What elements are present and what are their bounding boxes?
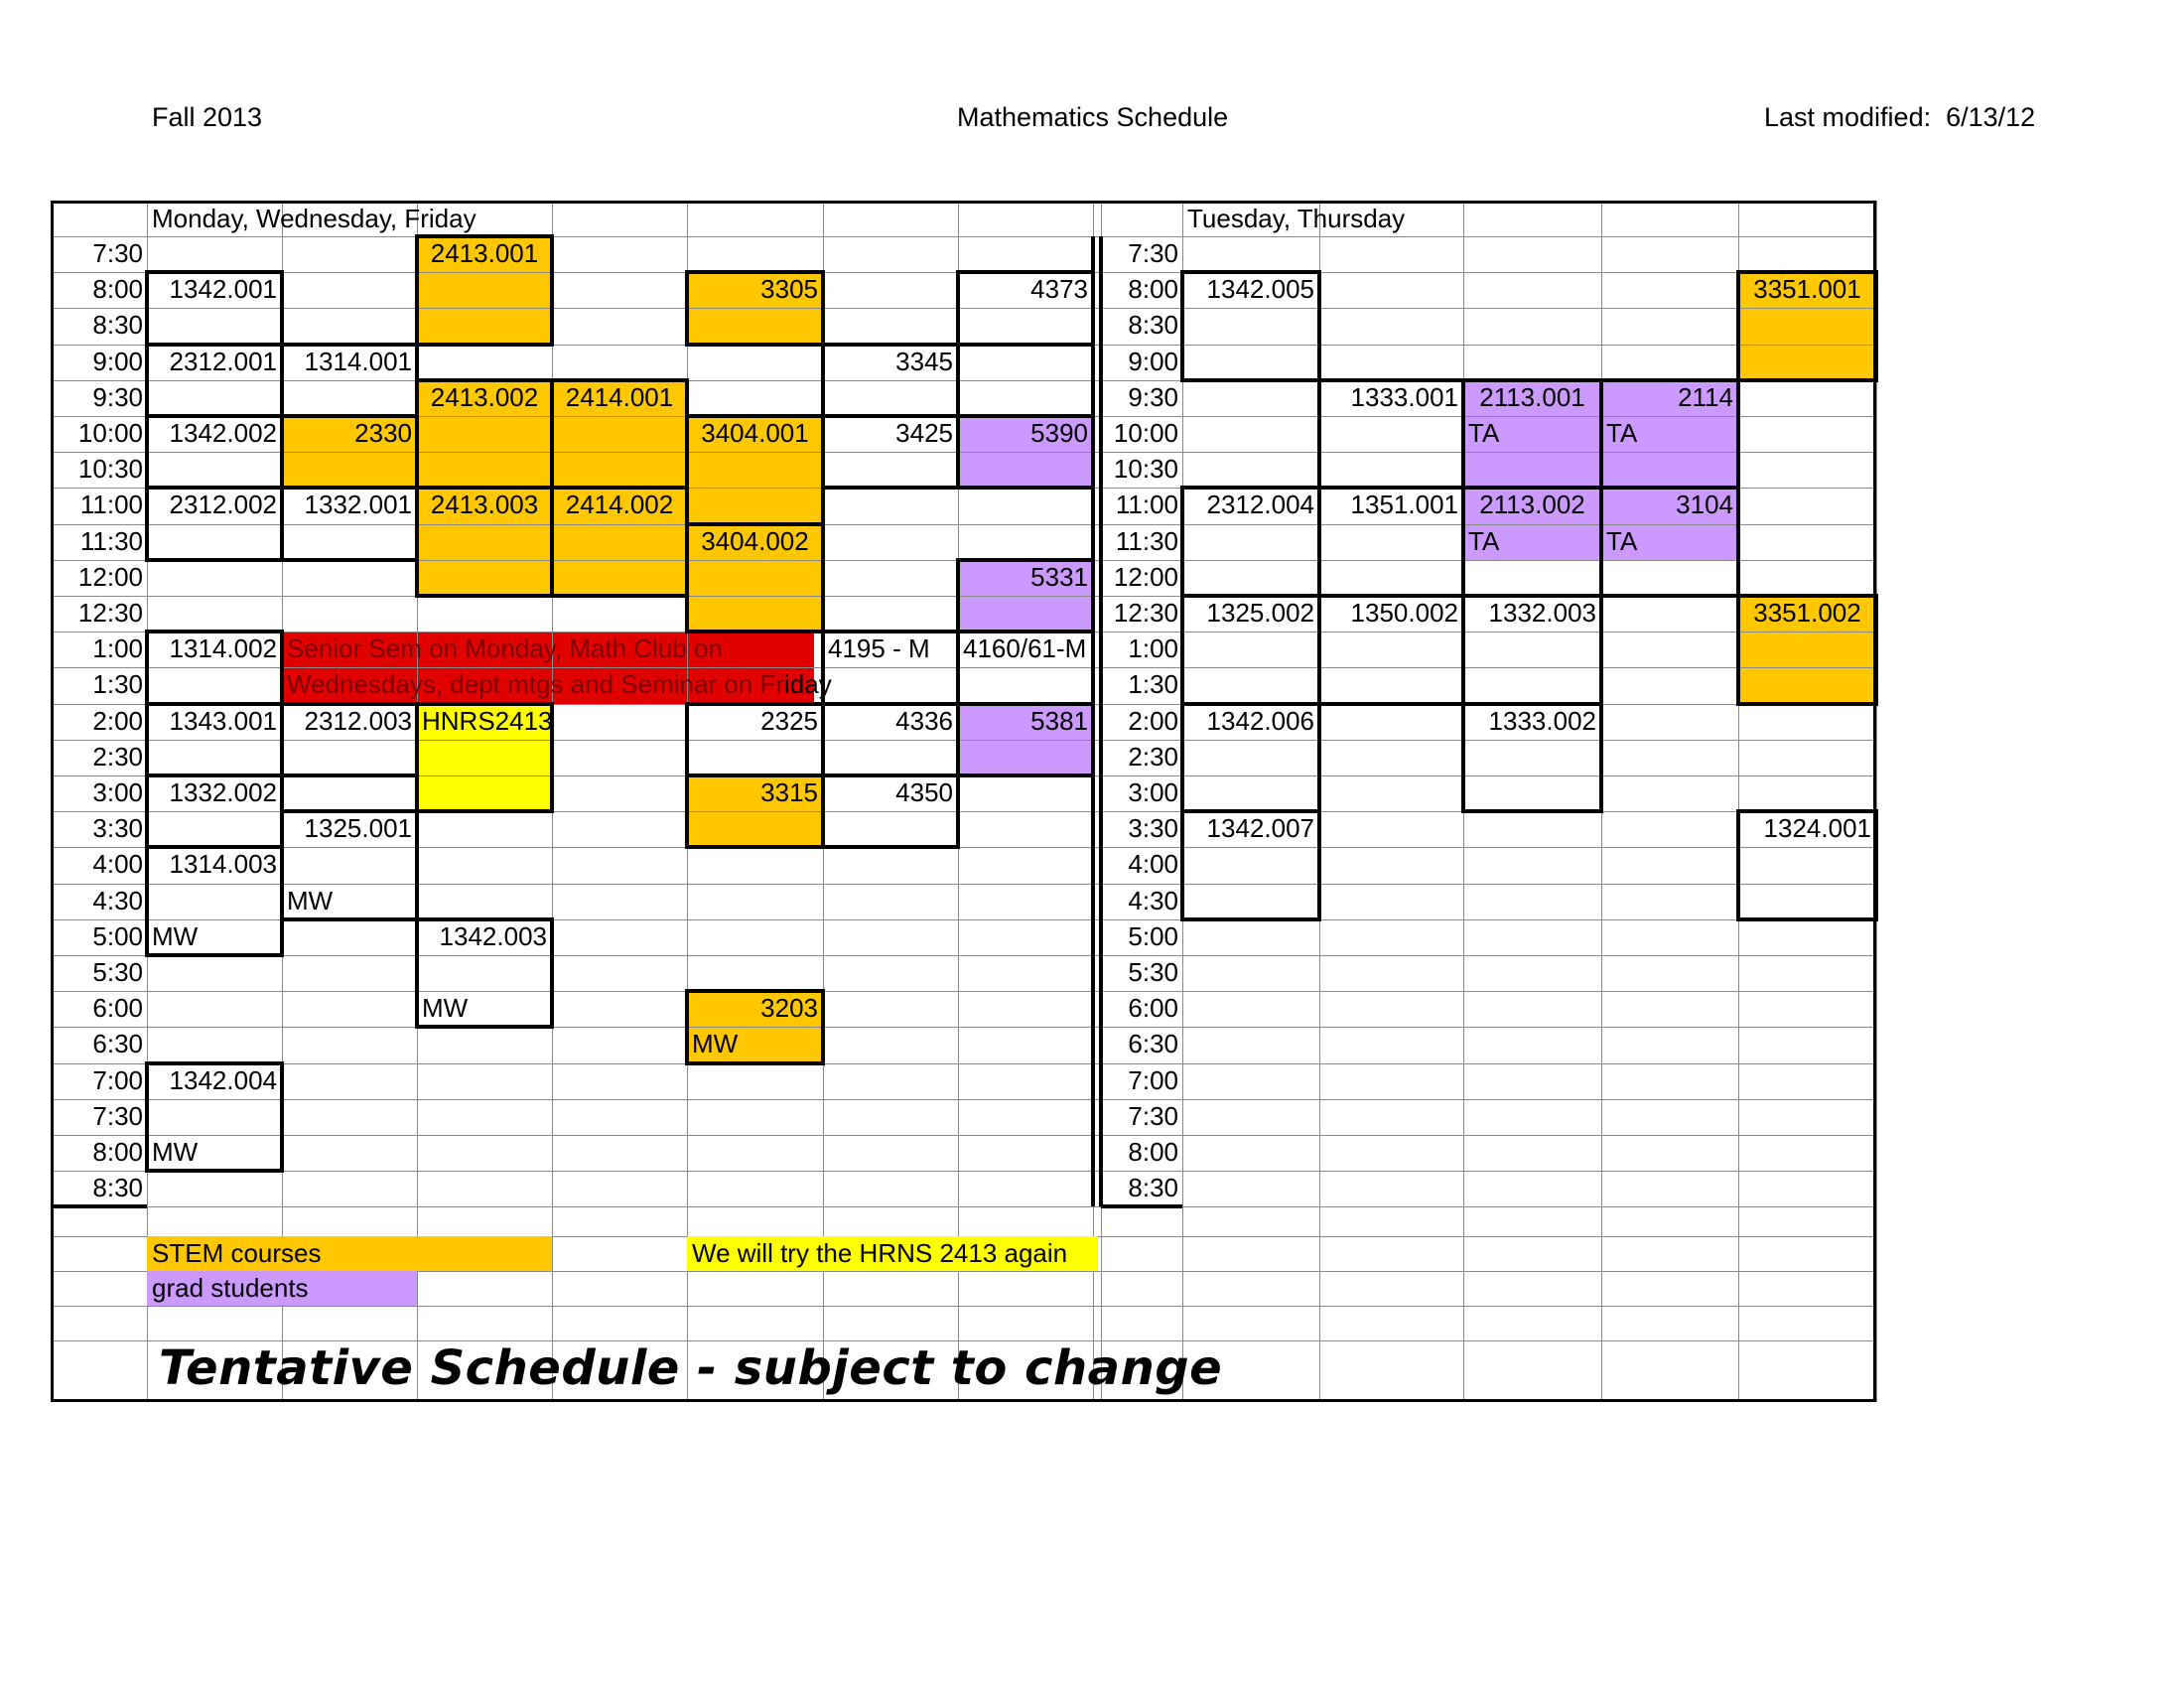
course-cell: 2413.002 — [430, 381, 539, 412]
course-cell: MW — [692, 1029, 739, 1059]
course-cell: MW — [422, 993, 469, 1024]
course-cell: 2325 — [760, 705, 818, 736]
course-cell: 1343.001 — [169, 705, 277, 736]
red-note-line1: Senior Sem on Monday, Math Club on — [287, 633, 723, 664]
time-label: 5:00 — [92, 920, 143, 951]
time-label: 3:30 — [92, 813, 143, 844]
course-cell: 2312.003 — [304, 705, 412, 736]
time-label: 11:00 — [79, 490, 143, 520]
section-header-tt: Tuesday, Thursday — [1187, 204, 1406, 233]
time-label: 9:30 — [1128, 381, 1178, 412]
time-label: 8:00 — [92, 1137, 143, 1167]
time-label: 9:30 — [92, 381, 143, 412]
section-header-mwf: Monday, Wednesday, Friday — [152, 204, 477, 233]
time-label: 2:00 — [1128, 705, 1178, 736]
time-label: 1:30 — [1128, 669, 1178, 700]
course-cell: 2330 — [354, 418, 412, 448]
last-modified-date: 6/13/12 — [1946, 102, 2036, 132]
course-cell: 1333.002 — [1488, 705, 1596, 736]
course-cell: 2114 — [1678, 381, 1733, 412]
course-cell: 2414.001 — [565, 381, 674, 412]
course-cell: 1325.001 — [304, 813, 412, 844]
course-cell: 1342.002 — [169, 418, 277, 448]
course-cell: 3425 — [895, 418, 953, 448]
course-cell: 1325.002 — [1206, 598, 1314, 628]
course-cell: 1342.001 — [169, 274, 277, 305]
time-label: 3:00 — [92, 777, 143, 807]
course-cell: 4160/61-M — [963, 633, 1087, 664]
time-label: 9:00 — [1128, 346, 1178, 376]
course-cell: MW — [287, 885, 334, 915]
course-cell: 4350 — [895, 777, 953, 807]
tentative-note: Tentative Schedule - subject to change — [159, 1340, 1223, 1396]
time-label: 10:30 — [1113, 454, 1178, 485]
time-label: 4:30 — [92, 885, 143, 915]
time-label: 3:00 — [1128, 777, 1178, 807]
course-cell: TA — [1606, 525, 1638, 556]
course-cell: 4336 — [895, 705, 953, 736]
course-cell: 3351.002 — [1753, 598, 1861, 628]
time-label: 8:30 — [1128, 1173, 1178, 1203]
time-label: 3:30 — [1128, 813, 1178, 844]
red-note-line2-main: Wednesdays, dept mtgs and Seminar on Fr — [287, 669, 784, 700]
course-cell: 1342.007 — [1206, 813, 1314, 844]
time-label: 7:30 — [1128, 238, 1178, 268]
course-cell: 2413.003 — [430, 490, 539, 520]
course-cell: 4373 — [1030, 274, 1088, 305]
legend-stem-label: STEM courses — [152, 1238, 322, 1268]
time-label: 9:00 — [92, 346, 143, 376]
time-label: 11:30 — [1115, 525, 1178, 556]
course-cell: 2113.001 — [1479, 381, 1585, 412]
course-cell: 3203 — [760, 993, 818, 1024]
time-label: 6:00 — [92, 993, 143, 1024]
time-label: 1:30 — [92, 669, 143, 700]
course-cell: 2312.004 — [1206, 490, 1314, 520]
course-cell: 1332.002 — [169, 777, 277, 807]
legend-hnrs-label: We will try the HRNS 2413 again — [692, 1238, 1068, 1268]
course-cell: 5390 — [1030, 418, 1088, 448]
red-note-line2 — [282, 666, 977, 702]
course-cell: 3104 — [1676, 490, 1733, 520]
course-cell: 3404.002 — [701, 525, 809, 556]
course-cell: HNRS2413 — [422, 705, 553, 736]
course-cell: 1350.002 — [1350, 598, 1458, 628]
term-label: Fall 2013 — [152, 102, 263, 132]
time-label: 8:00 — [92, 274, 143, 305]
time-label: 7:00 — [1128, 1064, 1178, 1095]
course-cell: TA — [1468, 418, 1500, 448]
time-label: 12:30 — [77, 598, 143, 628]
course-cell: 3345 — [895, 346, 953, 376]
time-label: 8:30 — [1128, 310, 1178, 341]
time-label: 2:00 — [92, 705, 143, 736]
course-cell: 2414.002 — [565, 490, 674, 520]
time-label: 7:00 — [92, 1064, 143, 1095]
last-modified-label: Last modified: — [1764, 102, 1932, 132]
time-label: 5:30 — [92, 957, 143, 987]
time-label: 12:00 — [77, 561, 143, 592]
time-label: 6:30 — [1128, 1029, 1178, 1059]
course-cell: 1314.002 — [169, 633, 277, 664]
time-label: 11:00 — [1115, 490, 1178, 520]
time-label: 12:00 — [1113, 561, 1178, 592]
time-label: 4:00 — [1128, 849, 1178, 880]
course-cell: 2312.002 — [169, 490, 277, 520]
time-label: 11:30 — [79, 525, 143, 556]
course-cell: TA — [1606, 418, 1638, 448]
course-cell: MW — [152, 920, 199, 951]
time-label: 4:00 — [92, 849, 143, 880]
red-note-line2-tail: iday — [784, 669, 832, 700]
course-cell: 1324.001 — [1763, 813, 1871, 844]
time-label: 8:00 — [1128, 1137, 1178, 1167]
time-label: 5:30 — [1128, 957, 1178, 987]
course-cell: TA — [1468, 525, 1500, 556]
course-cell: 1314.001 — [304, 346, 412, 376]
time-label: 7:30 — [1128, 1100, 1178, 1131]
course-cell: 1342.006 — [1206, 705, 1314, 736]
course-cell: 2312.001 — [169, 346, 277, 376]
time-label: 1:00 — [1128, 633, 1178, 664]
course-cell: 1333.001 — [1350, 381, 1458, 412]
course-cell: MW — [152, 1137, 199, 1167]
time-label: 2:30 — [92, 741, 143, 772]
page-title: Mathematics Schedule — [957, 102, 1229, 132]
course-cell: 5381 — [1030, 705, 1088, 736]
course-cell: 1351.001 — [1350, 490, 1458, 520]
time-label: 2:30 — [1128, 741, 1178, 772]
time-label: 12:30 — [1113, 598, 1178, 628]
course-cell: 4195 - M — [828, 633, 930, 664]
course-cell: 1332.003 — [1488, 598, 1596, 628]
course-cell: 2113.002 — [1479, 490, 1585, 520]
course-cell: 1332.001 — [304, 490, 412, 520]
time-label: 5:00 — [1128, 920, 1178, 951]
time-label: 7:30 — [92, 1100, 143, 1131]
course-cell: 1342.004 — [169, 1064, 277, 1095]
course-cell: 1342.003 — [439, 920, 547, 951]
course-cell: 3315 — [760, 777, 818, 807]
time-label: 1:00 — [92, 633, 143, 664]
time-label: 10:00 — [77, 418, 143, 448]
time-label: 4:30 — [1128, 885, 1178, 915]
time-label: 10:00 — [1113, 418, 1178, 448]
time-label: 6:00 — [1128, 993, 1178, 1024]
course-cell: 1342.005 — [1206, 274, 1314, 305]
course-cell: 3351.001 — [1753, 274, 1861, 305]
time-label: 8:30 — [92, 310, 143, 341]
legend-grad-label: grad students — [152, 1273, 309, 1303]
course-cell: 3305 — [760, 274, 818, 305]
time-label: 8:00 — [1128, 274, 1178, 305]
course-cell: 5331 — [1030, 561, 1088, 592]
time-label: 7:30 — [92, 238, 143, 268]
time-label: 8:30 — [92, 1173, 143, 1203]
course-cell: 1314.003 — [169, 849, 277, 880]
course-cell: 2413.001 — [430, 238, 539, 268]
time-label: 10:30 — [77, 454, 143, 485]
course-cell: 3404.001 — [701, 418, 809, 448]
time-label: 6:30 — [92, 1029, 143, 1059]
